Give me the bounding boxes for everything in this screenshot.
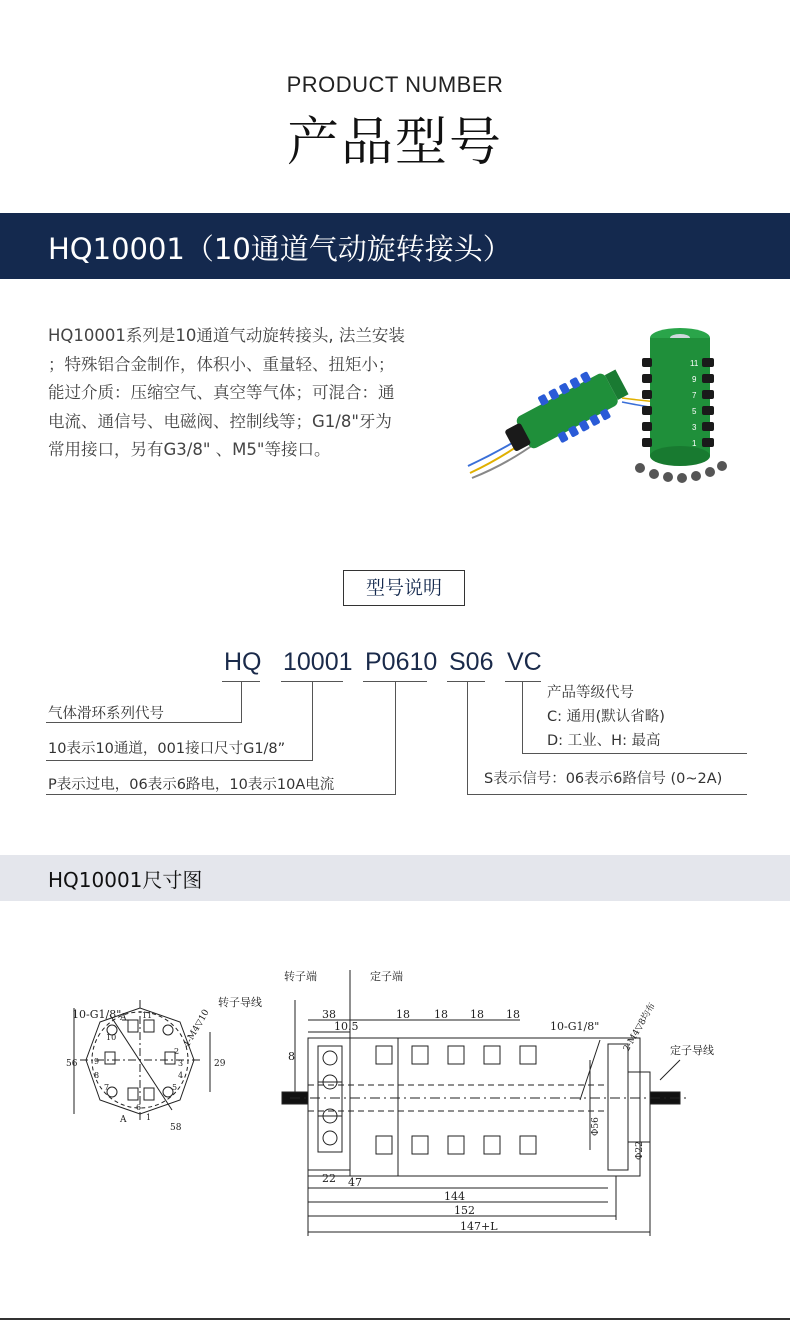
face-number: 6 [136,1103,142,1112]
code-power: P0610 [365,648,438,676]
label-stator-lead: 定子导线 [670,1044,714,1057]
face-number: 2 [174,1047,180,1056]
product-photo [462,318,752,486]
dim-38: 38 [322,1008,336,1021]
page-title: 产品型号 [286,113,503,173]
face-number: 1 [146,1113,152,1122]
face-number: 7 [692,391,697,400]
face-number: 8 [94,1071,100,1080]
leader-line [522,681,523,754]
description-line: 电流、通信号、电磁阀、控制线等；G1/8"牙为 [48,411,392,431]
face-number: 5 [692,407,697,416]
code-signal: S06 [449,648,494,676]
code-series: HQ [224,648,262,676]
label-series: 气体滑环系列代号 [48,706,164,722]
face-number: 7 [104,1083,110,1092]
code-grade: VC [507,648,542,676]
model-section-title: 型号说明 [343,570,465,606]
label-grade-title: 产品等级代号 [547,685,634,701]
leader-line [467,794,747,795]
dim-18: 18 [506,1008,520,1021]
dim-22: 22 [322,1172,336,1185]
dim-18: 18 [396,1008,410,1021]
dim-56: 56 [66,1059,78,1069]
leader-line [46,760,313,761]
dim-47: 47 [348,1176,362,1189]
face-number: 1 [692,439,697,448]
label-mount-holes: 2-M4▽8均布 [621,1001,658,1054]
dim-152: 152 [454,1204,475,1217]
dimension-section-title: HQ10001尺寸图 [48,868,203,892]
product-description [48,322,438,465]
code-underline [505,681,541,682]
face-number: 9 [94,1057,100,1066]
description-line: HQ10001系列是10通道气动旋转接头, 法兰安装 [48,326,405,345]
dim-18: 18 [470,1008,484,1021]
bottom-divider [0,1318,790,1320]
face-number: 3 [692,423,697,432]
label-bolt-holes: 4-M4▽10 [181,1008,212,1050]
face-number: 9 [692,375,697,384]
description-line: 能过介质：压缩空气、真空等气体；可混合：通 [48,383,395,402]
header-subtitle-en: PRODUCT NUMBER [286,72,504,97]
leader-line [312,681,313,761]
face-number: 11 [142,1011,153,1020]
face-number: 11 [690,359,699,368]
leader-line [395,681,396,795]
label-grade-d: D: 工业、H: 最高 [547,733,661,749]
label-grade-c: C: 通用(默认省略) [547,709,665,725]
label-stator-end: 定子端 [370,970,403,983]
label-rotor-end: 转子端 [284,970,317,983]
code-underline [447,681,485,682]
dim-29: 29 [214,1059,226,1069]
dim-phi56: Φ56 [591,1117,601,1136]
dim-18: 18 [434,1008,448,1021]
label-power: P表示过电，06表示6路电，10表示10A电流 [48,777,335,793]
dimension-drawing [60,960,750,1260]
description-line: ；特殊铝合金制作，体积小、重量轻、扭矩小； [48,354,395,374]
label-port-left: 10-G1/8" [72,1008,122,1021]
dim-10-5: 10.5 [334,1020,359,1033]
product-title-bar [0,213,790,279]
dimension-section-bar [0,855,790,901]
dim-58: 58 [170,1123,182,1133]
label-signal: S表示信号：06表示6路信号 (0~2A) [484,771,723,787]
leader-line [241,681,242,723]
description-line: 常用接口，另有G3/8" 、M5"等接口。 [48,440,331,459]
code-channels: 10001 [283,648,353,676]
face-number: 10 [106,1033,117,1042]
leader-line [522,753,747,754]
product-title: HQ10001（10通道气动旋转接头） [48,232,512,266]
label-rotor-lead: 转子导线 [218,996,262,1009]
dim-8: 8 [288,1050,295,1063]
label-channels: 10表示10通道，001接口尺寸G1/8” [48,741,286,757]
section-mark-a: A [120,1013,127,1023]
face-number: 5 [172,1083,178,1092]
face-number: 3 [178,1059,184,1068]
face-number: 4 [178,1071,184,1080]
leader-line [46,794,396,795]
section-mark-a: A [120,1115,127,1125]
leader-line [467,681,468,795]
label-port-right: 10-G1/8" [550,1020,600,1033]
dim-phi22: Φ22 [635,1141,645,1160]
dim-147-L: 147+L [460,1220,498,1233]
dim-144: 144 [444,1190,465,1203]
